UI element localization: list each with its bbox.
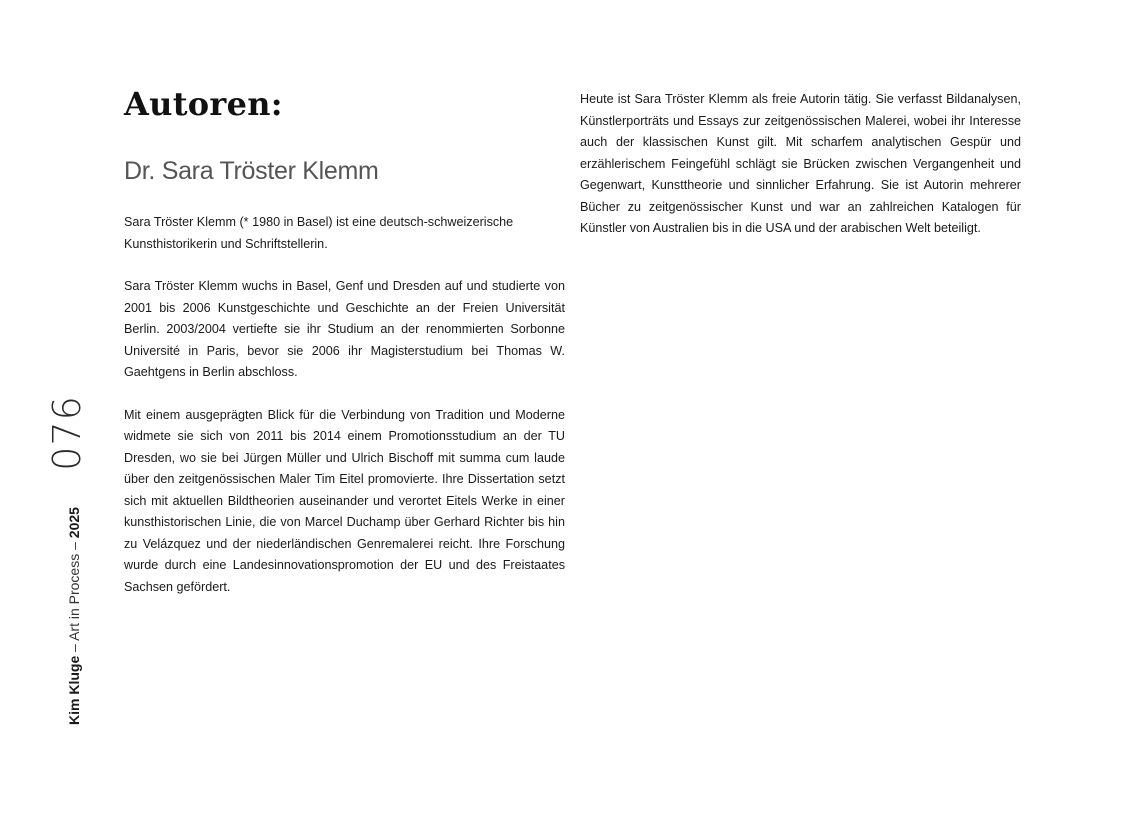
running-footer-text xyxy=(66,507,82,725)
paragraph-intro: Sara Tröster Klemm (* 1980 in Basel) ist eine deutsch-schweizerische Kunsthistorikerin und Schriftstellerin. xyxy=(124,215,514,251)
page-number xyxy=(45,395,89,471)
page-number-text: 076 xyxy=(45,395,89,471)
footer-author: Kim Kluge xyxy=(66,655,82,725)
footer-year: 2025 xyxy=(66,507,82,539)
paragraph-current-work: Heute ist Sara Tröster Klemm als freie Autorin tätig. Sie verfasst Bildanalysen, Künstlerporträts und Essays zur zeitgenössischen Malerei, wobei ihr Interesse auch der klassischen Kunst gilt. Mit scharfem analytischen Gespür und erzählerischem Feingefühl schlägt sie Brücken zwischen Vergangenheit und Gegenwart, Kunsttheorie und sinnlicher Erfahrung. Sie ist Autorin mehrerer Bücher zu zeitgenössischer Kunst und war an zahlreichen Katalogen für Künstler von Australien bis in die USA und der arabischen Welt beteiligt. xyxy=(580,92,1021,235)
left-column xyxy=(124,84,565,619)
page-heading: Autoren: xyxy=(124,85,283,123)
paragraph-education: Sara Tröster Klemm wuchs in Basel, Genf und Dresden auf und studierte von 2001 bis 2006 Kunstgeschichte und Geschichte an der Freien Universität Berlin. 2003/2004 vertiefte sie ihr Studium an der renommierten Sorbonne Université in Paris, bevor sie 2006 ihr Magisterstudium bei Thomas W. Gaehtgens in Berlin abschloss. xyxy=(124,279,565,379)
paragraph-doctorate: Mit einem ausgeprägten Blick für die Verbindung von Tradition und Moderne widmete sie sich von 2011 bis 2014 einem Promotionsstudium an der TU Dresden, wo sie bei Jürgen Müller und Ulrich Bischoff mit summa cum laude über den zeitgenössischen Maler Tim Eitel promovierte. Ihre Dissertation setzt sich mit aktuellen Bildtheorien auseinander und verortet Eitels Werke in einer kunsthistorischen Linie, die von Marcel Duchamp über Gerhard Richter bis hin zu Velázquez und der niederländischen Genremalerei reicht. Ihre Forschung wurde durch eine Landesinnovationspromotion der EU und des Freistaates Sachsen gefördert. xyxy=(124,407,565,594)
footer-separator-1: – xyxy=(66,640,82,656)
right-column xyxy=(580,89,1021,240)
footer-title: Art in Process xyxy=(66,553,82,641)
running-footer xyxy=(63,496,85,736)
biography-text xyxy=(124,212,565,598)
author-name: Dr. Sara Tröster Klemm xyxy=(124,157,379,185)
footer-separator-2: – xyxy=(66,538,82,554)
